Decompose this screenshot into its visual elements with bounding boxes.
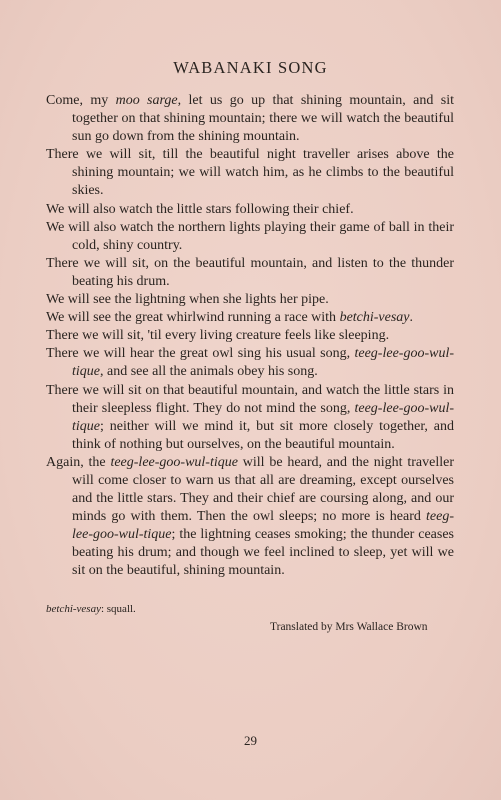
stanza-italic-term: teeg-lee-goo-wul-tique: [72, 400, 454, 434]
stanza-italic-term: betchi-vesay: [339, 310, 410, 326]
stanza-text: , let us go up that shining mountain, and sit together on that shining mountain; there we will watch the beautiful sun go down from the shining mountain.: [72, 93, 454, 145]
stanza-text: will be heard, and the night traveller will come closer to warn us that all are dreaming, except ourselves and the little stars. They and their chief are coursing along, and our minds go with them. Then the owl sleeps; no more is heard: [72, 454, 454, 525]
stanza-text: There we will sit, 'til every living creature feels like sleeping.: [46, 328, 390, 344]
stanza-text: Again, the: [46, 454, 111, 470]
stanza-text: We will see the lightning when she lights her pipe.: [46, 292, 329, 308]
poem-stanza: [46, 291, 454, 309]
poem-stanza: [46, 201, 454, 219]
stanza-text: ; the lightning ceases smoking; the thunder ceases beating his drum; and though we feel inclined to sleep, yet will we sit on the beautiful, shining mountain.: [72, 527, 454, 579]
poem-stanza: [46, 382, 454, 454]
page-number: 29: [244, 733, 257, 748]
poem-stanza: [46, 255, 454, 291]
footnote: [46, 602, 136, 616]
stanza-text: We will see the great whirlwind running a race with: [46, 310, 340, 326]
poem-body: [46, 92, 454, 581]
poem-title: WABANAKI SONG: [173, 58, 328, 77]
stanza-text: , and see all the animals obey his song.: [100, 364, 318, 380]
stanza-italic-term: teeg-lee-goo-wul-tique: [72, 346, 454, 380]
stanza-text: There we will sit on that beautiful mountain, and watch the little stars in their sleepless flight. They do not mind the song,: [46, 382, 454, 416]
poem-stanza: [46, 92, 454, 146]
footnote-separator: :: [100, 603, 107, 615]
stanza-text: We will also watch the little stars following their chief.: [46, 201, 354, 217]
stanza-text: There we will sit, on the beautiful mountain, and listen to the thunder beating his drum.: [46, 255, 454, 289]
stanza-italic-term: teeg-lee-goo-wul-tique: [72, 509, 454, 543]
poem-stanza: [46, 309, 454, 327]
stanza-text: .: [409, 310, 414, 326]
poem-stanza: [46, 454, 454, 581]
footnote-definition: squall.: [106, 603, 136, 615]
translator-credit: Translated by Mrs Wallace Brown: [270, 621, 428, 633]
stanza-text: There we will sit, till the beautiful night traveller arises above the shining mountain; we will watch him, as he climbs to the beautiful skies.: [46, 147, 454, 199]
stanza-italic-term: teeg-lee-goo-wul-tique: [110, 454, 238, 470]
poem-stanza: [46, 146, 454, 200]
stanza-text: ; neither will we mind it, but sit more closely together, and think of nothing but ourselves, on the beautiful mountain.: [72, 418, 454, 452]
stanza-text: We will also watch the northern lights playing their game of ball in their cold, shiny country.: [46, 219, 454, 253]
stanza-text: Come, my: [46, 93, 116, 108]
stanza-text: There we will hear the great owl sing his usual song,: [46, 346, 355, 362]
poem-stanza: [46, 345, 454, 381]
footnote-term: betchi-vesay: [46, 603, 101, 615]
poem-stanza: [46, 219, 454, 255]
poem-stanza: [46, 327, 454, 345]
stanza-italic-term: moo sarge: [115, 93, 178, 108]
